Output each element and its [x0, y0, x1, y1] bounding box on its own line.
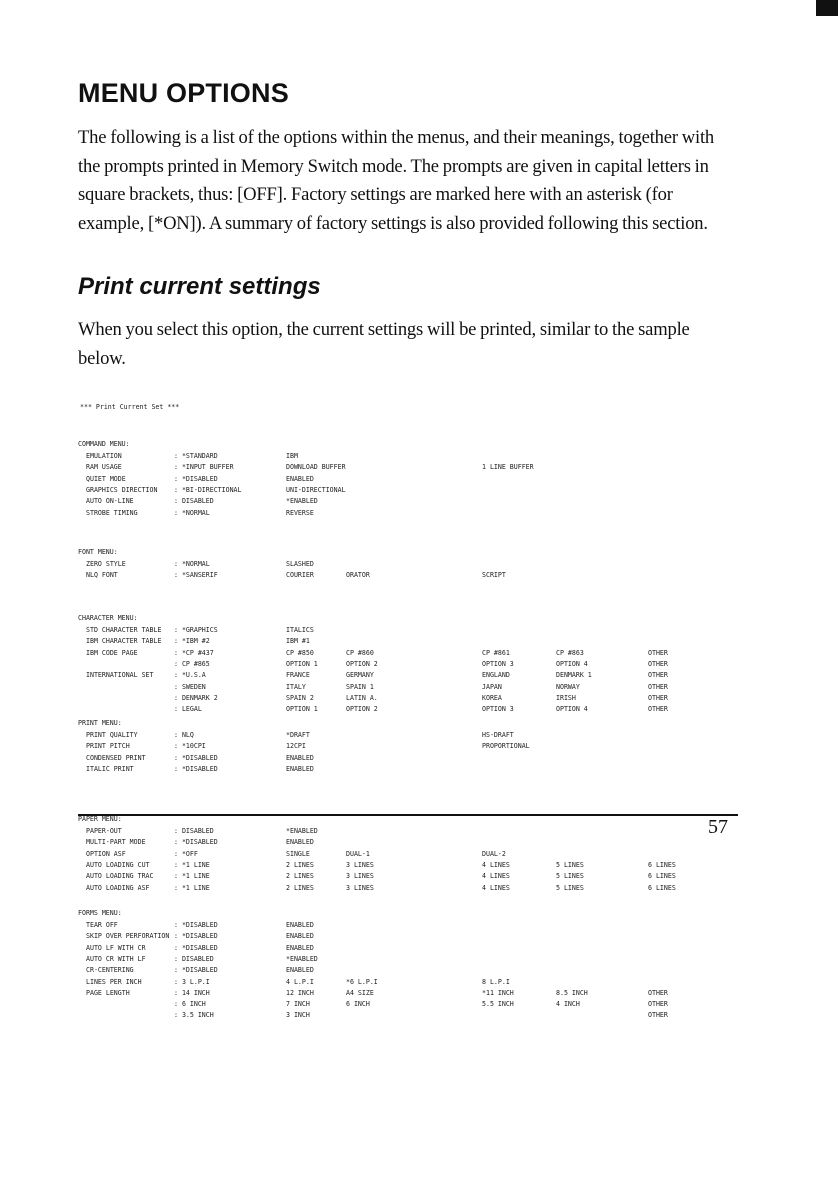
font-menu-cell: SCRIPT — [482, 571, 506, 580]
forms-menu-header: FORMS MENU: — [78, 909, 122, 917]
forms-menu-cell: 8 L.P.I — [482, 977, 510, 986]
forms-menu-cell: OTHER — [648, 988, 668, 997]
paper-menu-cell: DUAL-2 — [482, 849, 506, 858]
paper-menu-cell: 5 LINES — [556, 883, 584, 892]
paper-menu-cell: : *1 LINE — [174, 872, 210, 881]
command-menu-cell: GRAPHICS DIRECTION — [86, 485, 158, 494]
command-menu-cell: : *DISABLED — [174, 474, 218, 483]
forms-menu-cell: 7 INCH — [286, 1000, 310, 1009]
paper-menu-cell: DUAL-1 — [346, 849, 370, 858]
forms-menu-cell: : *DISABLED — [174, 966, 218, 975]
paper-menu-cell: 6 LINES — [648, 883, 676, 892]
command-menu-cell: : DISABLED — [174, 497, 214, 506]
character-menu-cell: CP #861 — [482, 648, 510, 657]
paper-menu-cell: AUTO LOADING ASF — [86, 883, 150, 892]
paper-menu-cell: 5 LINES — [556, 860, 584, 869]
character-menu-cell: OPTION 2 — [346, 659, 378, 668]
character-menu-cell: IBM #1 — [286, 637, 310, 646]
paper-menu-cell: 6 LINES — [648, 872, 676, 881]
command-menu-cell: ENABLED — [286, 474, 314, 483]
forms-menu-cell: : *DISABLED — [174, 921, 218, 929]
character-menu-cell: : *IBM #2 — [174, 637, 210, 646]
character-menu-cell: SPAIN 2 — [286, 693, 314, 702]
character-menu-cell: : LEGAL — [174, 705, 202, 714]
character-menu-cell: NORWAY — [556, 682, 580, 691]
print-menu-cell: ENABLED — [286, 764, 314, 773]
forms-menu-cell: 4 INCH — [556, 1000, 580, 1009]
command-menu-header: COMMAND MENU: — [78, 440, 130, 448]
command-menu-cell: *ENABLED — [286, 497, 318, 506]
command-menu-cell: UNI-DIRECTIONAL — [286, 485, 346, 494]
forms-menu-cell: CR-CENTERING — [86, 966, 134, 975]
character-menu-cell: OPTION 2 — [346, 705, 378, 714]
print-menu-cell: : *DISABLED — [174, 753, 218, 762]
forms-menu-cell: : 6 INCH — [174, 1000, 206, 1009]
paper-menu-cell: 6 LINES — [648, 860, 676, 869]
print-menu-cell: CONDENSED PRINT — [86, 753, 146, 762]
character-menu-cell: : *U.S.A — [174, 671, 206, 680]
printout-title: *** Print Current Set *** — [80, 403, 180, 411]
character-menu-cell: ITALICS — [286, 626, 314, 634]
font-menu-cell: ORATOR — [346, 571, 370, 580]
print-menu-cell: PROPORTIONAL — [482, 742, 530, 751]
forms-menu-cell: : DISABLED — [174, 954, 214, 963]
character-menu-cell: SPAIN 1 — [346, 682, 374, 691]
paper-menu-cell: 3 LINES — [346, 872, 374, 881]
forms-menu-cell: OTHER — [648, 1000, 668, 1009]
character-menu-cell: : *GRAPHICS — [174, 626, 218, 634]
font-menu-cell: SLASHED — [286, 560, 314, 568]
section-title: Print current settings — [78, 273, 321, 300]
forms-menu-cell: SKIP OVER PERFORATION — [86, 932, 170, 941]
forms-menu-cell: 8.5 INCH — [556, 988, 588, 997]
character-menu-cell: : *CP #437 — [174, 648, 214, 657]
character-menu-cell: : SWEDEN — [174, 682, 206, 691]
command-menu-cell: DOWNLOAD BUFFER — [286, 463, 346, 472]
character-menu-cell: : CP #865 — [174, 659, 210, 668]
command-menu-cell: STROBE TIMING — [86, 508, 138, 517]
font-menu-cell: : *SANSERIF — [174, 571, 218, 580]
character-menu-cell: OTHER — [648, 682, 668, 691]
forms-menu-cell: ENABLED — [286, 966, 314, 975]
font-menu-cell: COURIER — [286, 571, 314, 580]
forms-menu-cell: A4 SIZE — [346, 988, 374, 997]
character-menu-header: CHARACTER MENU: — [78, 614, 138, 622]
paper-menu-cell: 5 LINES — [556, 872, 584, 881]
font-menu-cell: NLQ FONT — [86, 571, 118, 580]
character-menu-cell: LATIN A. — [346, 693, 378, 702]
forms-menu-cell: 4 L.P.I — [286, 977, 314, 986]
character-menu-cell: IBM CODE PAGE — [86, 648, 138, 657]
character-menu-cell: : DENMARK 2 — [174, 693, 218, 702]
command-menu-cell: 1 LINE BUFFER — [482, 463, 534, 472]
print-menu-cell: : *DISABLED — [174, 764, 218, 773]
print-menu-cell: ITALIC PRINT — [86, 764, 134, 773]
command-menu-cell: AUTO ON-LINE — [86, 497, 134, 506]
page-heading: MENU OPTIONS — [78, 78, 289, 108]
paper-menu-cell: AUTO LOADING CUT — [86, 860, 150, 869]
print-menu-cell: HS-DRAFT — [482, 731, 514, 739]
footer-rule — [78, 814, 738, 816]
character-menu-cell: CP #863 — [556, 648, 584, 657]
paper-menu-cell: ENABLED — [286, 838, 314, 847]
character-menu-cell: CP #850 — [286, 648, 314, 657]
forms-menu-cell: 12 INCH — [286, 988, 314, 997]
command-menu-cell: REVERSE — [286, 508, 314, 517]
character-menu-cell: OTHER — [648, 648, 668, 657]
paper-menu-cell: MULTI-PART MODE — [86, 838, 146, 847]
forms-menu-cell: : *DISABLED — [174, 932, 218, 941]
paper-menu-cell: 3 LINES — [346, 883, 374, 892]
paper-menu-header: PAPER MENU: — [78, 815, 122, 823]
forms-menu-cell: ENABLED — [286, 943, 314, 952]
print-menu-header: PRINT MENU: — [78, 719, 122, 727]
forms-menu-cell: 6 INCH — [346, 1000, 370, 1009]
font-menu-header: FONT MENU: — [78, 548, 118, 556]
forms-menu-cell: AUTO LF WITH CR — [86, 943, 146, 952]
character-menu-cell: FRANCE — [286, 671, 310, 680]
character-menu-cell: OTHER — [648, 705, 668, 714]
corner-mark — [816, 0, 838, 16]
forms-menu-cell: LINES PER INCH — [86, 977, 142, 986]
character-menu-cell: OPTION 3 — [482, 659, 514, 668]
paper-menu-cell: *ENABLED — [286, 827, 318, 835]
character-menu-cell: OPTION 1 — [286, 659, 318, 668]
paper-menu-cell: : *DISABLED — [174, 838, 218, 847]
page-number: 57 — [708, 816, 728, 838]
forms-menu-cell: *ENABLED — [286, 954, 318, 963]
character-menu-cell: OTHER — [648, 659, 668, 668]
forms-menu-cell: ENABLED — [286, 932, 314, 941]
print-menu-cell: 12CPI — [286, 742, 306, 751]
character-menu-cell: CP #860 — [346, 648, 374, 657]
forms-menu-cell: *11 INCH — [482, 988, 514, 997]
character-menu-cell: GERMANY — [346, 671, 374, 680]
print-menu-cell: *DRAFT — [286, 731, 310, 739]
command-menu-cell: : *STANDARD — [174, 452, 218, 460]
command-menu-cell: : *BI-DIRECTIONAL — [174, 485, 242, 494]
forms-menu-cell: PAGE LENGTH — [86, 988, 130, 997]
paper-menu-cell: OPTION ASF — [86, 849, 126, 858]
print-menu-cell: : NLQ — [174, 731, 194, 739]
paper-menu-cell: : *OFF — [174, 849, 198, 858]
character-menu-cell: ITALY — [286, 682, 306, 691]
forms-menu-cell: : *DISABLED — [174, 943, 218, 952]
forms-menu-cell: AUTO CR WITH LF — [86, 954, 146, 963]
character-menu-cell: IRISH — [556, 693, 576, 702]
paper-menu-cell: 2 LINES — [286, 883, 314, 892]
paper-menu-cell: PAPER-OUT — [86, 827, 122, 835]
paper-menu-cell: : DISABLED — [174, 827, 214, 835]
print-menu-cell: : *10CPI — [174, 742, 206, 751]
print-menu-cell: ENABLED — [286, 753, 314, 762]
print-menu-cell: PRINT PITCH — [86, 742, 130, 751]
command-menu-cell: QUIET MODE — [86, 474, 126, 483]
font-menu-cell: : *NORMAL — [174, 560, 210, 568]
print-menu-cell: PRINT QUALITY — [86, 731, 138, 739]
forms-menu-cell: : 3.5 INCH — [174, 1011, 214, 1020]
character-menu-cell: OTHER — [648, 671, 668, 680]
forms-menu-cell: OTHER — [648, 1011, 668, 1020]
character-menu-cell: DENMARK 1 — [556, 671, 592, 680]
paper-menu-cell: 2 LINES — [286, 860, 314, 869]
paper-menu-cell: 4 LINES — [482, 872, 510, 881]
command-menu-cell: RAM USAGE — [86, 463, 122, 472]
character-menu-cell: OTHER — [648, 693, 668, 702]
character-menu-cell: KOREA — [482, 693, 502, 702]
character-menu-cell: STD CHARACTER TABLE — [86, 626, 162, 634]
character-menu-cell: OPTION 3 — [482, 705, 514, 714]
paper-menu-cell: 4 LINES — [482, 883, 510, 892]
forms-menu-cell: TEAR OFF — [86, 921, 118, 929]
character-menu-cell: INTERNATIONAL SET — [86, 671, 154, 680]
forms-menu-cell: ENABLED — [286, 921, 314, 929]
paper-menu-cell: 2 LINES — [286, 872, 314, 881]
command-menu-cell: EMULATION — [86, 452, 122, 460]
section-paragraph: When you select this option, the current settings will be printed, similar to the sample below. — [78, 319, 690, 369]
font-menu-cell: ZERO STYLE — [86, 560, 126, 568]
command-menu-cell: : *INPUT BUFFER — [174, 463, 234, 472]
paper-menu-cell: : *1 LINE — [174, 860, 210, 869]
character-menu-cell: JAPAN — [482, 682, 502, 691]
forms-menu-cell: 5.5 INCH — [482, 1000, 514, 1009]
paper-menu-cell: 3 LINES — [346, 860, 374, 869]
character-menu-cell: ENGLAND — [482, 671, 510, 680]
character-menu-cell: IBM CHARACTER TABLE — [86, 637, 162, 646]
forms-menu-cell: : 3 L.P.I — [174, 977, 210, 986]
character-menu-cell: OPTION 4 — [556, 705, 588, 714]
paper-menu-cell: AUTO LOADING TRAC — [86, 872, 154, 881]
paper-menu-cell: 4 LINES — [482, 860, 510, 869]
paper-menu-cell: : *1 LINE — [174, 883, 210, 892]
paper-menu-cell: SINGLE — [286, 849, 310, 858]
forms-menu-cell: : 14 INCH — [174, 988, 210, 997]
character-menu-cell: OPTION 1 — [286, 705, 318, 714]
forms-menu-cell: 3 INCH — [286, 1011, 310, 1020]
command-menu-cell: IBM — [286, 452, 298, 460]
character-menu-cell: OPTION 4 — [556, 659, 588, 668]
forms-menu-cell: *6 L.P.I — [346, 977, 378, 986]
intro-paragraph: The following is a list of the options within the menus, and their meanings, together with the prompts printed in Memory Switch mode. The prompts are given in capital letters in square brackets, thus: [OFF]. Factory settings are marked here with an asterisk (for example, [*ON]). A summary of factory settings is also provided following this section. — [78, 127, 715, 234]
command-menu-cell: : *NORMAL — [174, 508, 210, 517]
